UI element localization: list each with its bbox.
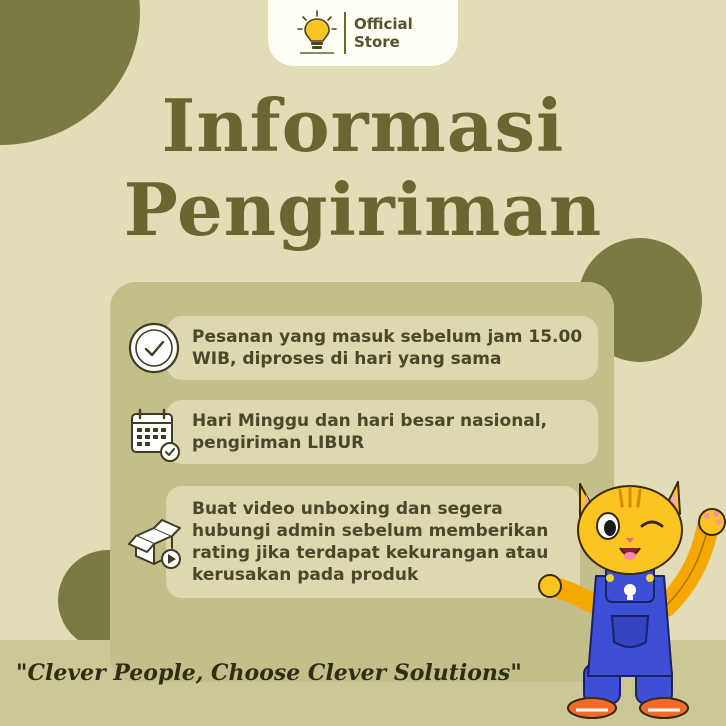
badge-divider — [344, 12, 346, 54]
info-card — [166, 400, 598, 464]
info-text: Hari Minggu dan hari besar nasional, pengiriman LIBUR — [192, 411, 548, 453]
info-item-unboxing — [126, 486, 598, 598]
unboxing-video-icon — [126, 514, 186, 574]
title-line-2: Pengiriman — [123, 167, 603, 252]
info-text: Pesanan yang masuk sebelum jam 15.00 WIB, diproses di hari yang sama — [192, 327, 583, 369]
page-title — [0, 84, 726, 252]
badge-text — [354, 15, 413, 51]
official-store-badge — [268, 0, 458, 66]
clock-icon — [126, 318, 186, 378]
title-line-1: Informasi — [161, 83, 565, 168]
slogan-text: "Clever People, Choose Clever Solutions" — [16, 660, 522, 686]
info-card — [166, 486, 580, 598]
calendar-check-icon — [126, 406, 186, 466]
info-item-holiday — [126, 400, 598, 464]
lightbulb-icon — [296, 9, 338, 57]
cat-mascot-illustration — [536, 466, 726, 726]
badge-line-store: Store — [354, 33, 400, 51]
info-text: Buat video unboxing dan segera hubungi admin sebelum memberikan rating jika terdapat kekurangan atau kerusakan pada produk — [192, 499, 549, 585]
info-card — [166, 316, 598, 380]
info-item-order-cutoff — [126, 316, 598, 380]
badge-line-official: Official — [354, 15, 413, 33]
